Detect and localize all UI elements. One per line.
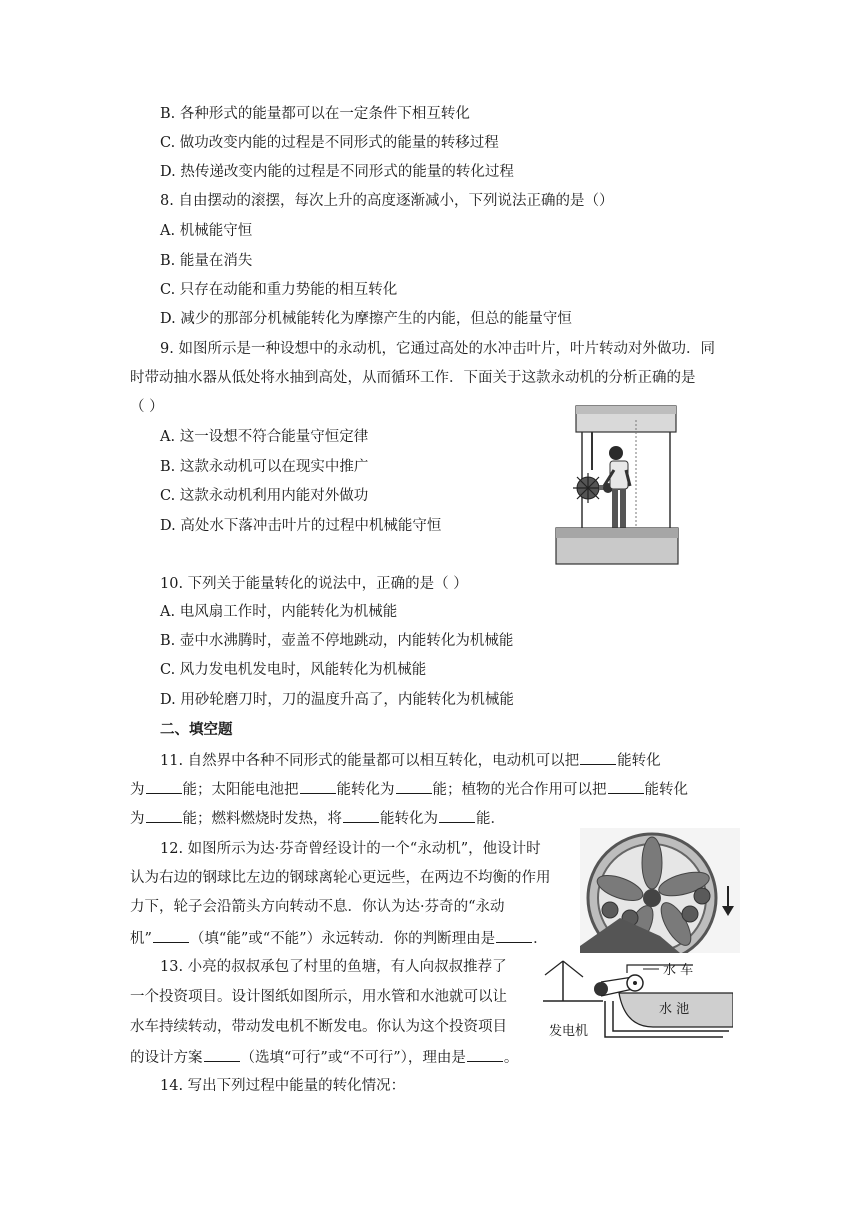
q11-text: 为 bbox=[130, 811, 145, 827]
section-heading-fill-in: 二、填空题 bbox=[160, 722, 233, 738]
perpetual-motion-figure bbox=[552, 400, 682, 570]
q9-option-d: D. 高处水下落冲击叶片的过程中机械能守恒 bbox=[160, 518, 442, 534]
answer-blank[interactable] bbox=[204, 1046, 240, 1062]
q12-text: ． bbox=[533, 931, 548, 947]
q11-text: 为 bbox=[130, 782, 145, 798]
q7-option-d: D. 热传递改变内能的过程是不同形式的能量的转化过程 bbox=[160, 164, 514, 180]
q11-text: 能转化 bbox=[617, 753, 661, 769]
q9-stem-line3: （ ） bbox=[130, 399, 164, 415]
q11-text: 能；太阳能电池把 bbox=[182, 782, 299, 798]
q8-option-b: B. 能量在消失 bbox=[160, 253, 253, 269]
q10-option-a: A. 电风扇工作时，内能转化为机械能 bbox=[160, 604, 398, 620]
q13-line1: 13. 小亮的叔叔承包了村里的鱼塘，有人向叔叔推荐了 bbox=[160, 959, 507, 975]
answer-blank[interactable] bbox=[580, 749, 616, 765]
q10-option-c: C. 风力发电机发电时，风能转化为机械能 bbox=[160, 662, 427, 678]
q8-option-c: C. 只存在动能和重力势能的相互转化 bbox=[160, 282, 398, 298]
q10-option-b: B. 壶中水沸腾时，壶盖不停地跳动，内能转化为机械能 bbox=[160, 633, 514, 649]
fig-label-waterwheel: 水 车 bbox=[663, 963, 694, 978]
answer-blank[interactable] bbox=[496, 927, 532, 943]
q9-option-a: A. 这一设想不符合能量守恒定律 bbox=[160, 429, 369, 445]
q9-option-c: C. 这款永动机利用内能对外做功 bbox=[160, 488, 369, 504]
answer-blank[interactable] bbox=[396, 778, 432, 794]
q11-text: 能；燃料燃烧时发热，将 bbox=[182, 811, 342, 827]
answer-blank[interactable] bbox=[439, 807, 475, 823]
q12-text: 机” bbox=[130, 931, 152, 947]
q11-text: 能转化为 bbox=[380, 811, 438, 827]
answer-blank[interactable] bbox=[467, 1046, 503, 1062]
q13-text: 。 bbox=[503, 1050, 519, 1066]
waterwheel-generator-figure bbox=[543, 955, 733, 1045]
q12-line3: 力下，轮子会沿箭头方向转动不息．你认为达·芬奇的“永动 bbox=[130, 899, 505, 915]
q10-stem: 10. 下列关于能量转化的说法中，正确的是（ ） bbox=[160, 576, 468, 592]
answer-blank[interactable] bbox=[300, 778, 336, 794]
answer-blank[interactable] bbox=[146, 778, 182, 794]
answer-blank[interactable] bbox=[153, 927, 189, 943]
davinci-wheel-figure bbox=[580, 828, 740, 953]
q11-text: 能转化为 bbox=[336, 782, 395, 798]
q11-text: 能转化 bbox=[644, 782, 688, 798]
q8-option-a: A. 机械能守恒 bbox=[160, 223, 253, 239]
q12-line1: 12. 如图所示为达·芬奇曾经设计的一个“永动机”，他设计时 bbox=[160, 841, 541, 857]
q9-stem-line2: 时带动抽水器从低处将水抽到高处，从而循环工作．下面关于这款永动机的分析正确的是 bbox=[130, 370, 696, 386]
q13-line4 bbox=[130, 1046, 518, 1068]
q10-option-d: D. 用砂轮磨刀时，刀的温度升高了，内能转化为机械能 bbox=[160, 692, 514, 708]
q11-line3 bbox=[130, 807, 505, 829]
answer-blank[interactable] bbox=[608, 778, 644, 794]
q9-option-b: B. 这款永动机可以在现实中推广 bbox=[160, 459, 369, 475]
q12-line2: 认为右边的钢球比左边的钢球离轮心更远些，在两边不均衡的作用 bbox=[130, 870, 551, 886]
q11-text: 能． bbox=[476, 811, 505, 827]
q11-text: 能；植物的光合作用可以把 bbox=[432, 782, 607, 798]
q7-option-b: B. 各种形式的能量都可以在一定条件下相互转化 bbox=[160, 106, 470, 122]
q11-line2 bbox=[130, 778, 688, 800]
q13-text: （选填“可行”或“不可行”），理由是 bbox=[240, 1050, 466, 1066]
q12-line4 bbox=[130, 927, 548, 949]
q7-option-c: C. 做功改变内能的过程是不同形式的能量的转移过程 bbox=[160, 135, 499, 151]
q12-text: （填“能”或“不能”）永远转动．你的判断理由是 bbox=[189, 931, 496, 947]
q11-text: 11. 自然界中各种不同形式的能量都可以相互转化，电动机可以把 bbox=[160, 753, 580, 769]
fig-label-pool: 水 池 bbox=[659, 1002, 690, 1017]
q9-stem-line1: 9. 如图所示是一种设想中的永动机，它通过高处的水冲击叶片，叶片转动对外做功．同 bbox=[160, 341, 715, 357]
fig-label-generator: 发电机 bbox=[549, 1024, 589, 1039]
answer-blank[interactable] bbox=[343, 807, 379, 823]
q13-line2: 一个投资项目。设计图纸如图所示，用水管和水池就可以让 bbox=[130, 989, 507, 1005]
q13-line3: 水车持续转动，带动发电机不断发电。你认为这个投资项目 bbox=[130, 1019, 507, 1035]
q8-stem: 8. 自由摆动的滚摆，每次上升的高度逐渐减小，下列说法正确的是（） bbox=[160, 193, 614, 209]
answer-blank[interactable] bbox=[146, 807, 182, 823]
q8-option-d: D. 减少的那部分机械能转化为摩擦产生的内能，但总的能量守恒 bbox=[160, 311, 572, 327]
q11-line1 bbox=[160, 749, 661, 771]
q14-stem: 14. 写出下列过程中能量的转化情况： bbox=[160, 1078, 406, 1094]
q13-text: 的设计方案 bbox=[130, 1050, 203, 1066]
